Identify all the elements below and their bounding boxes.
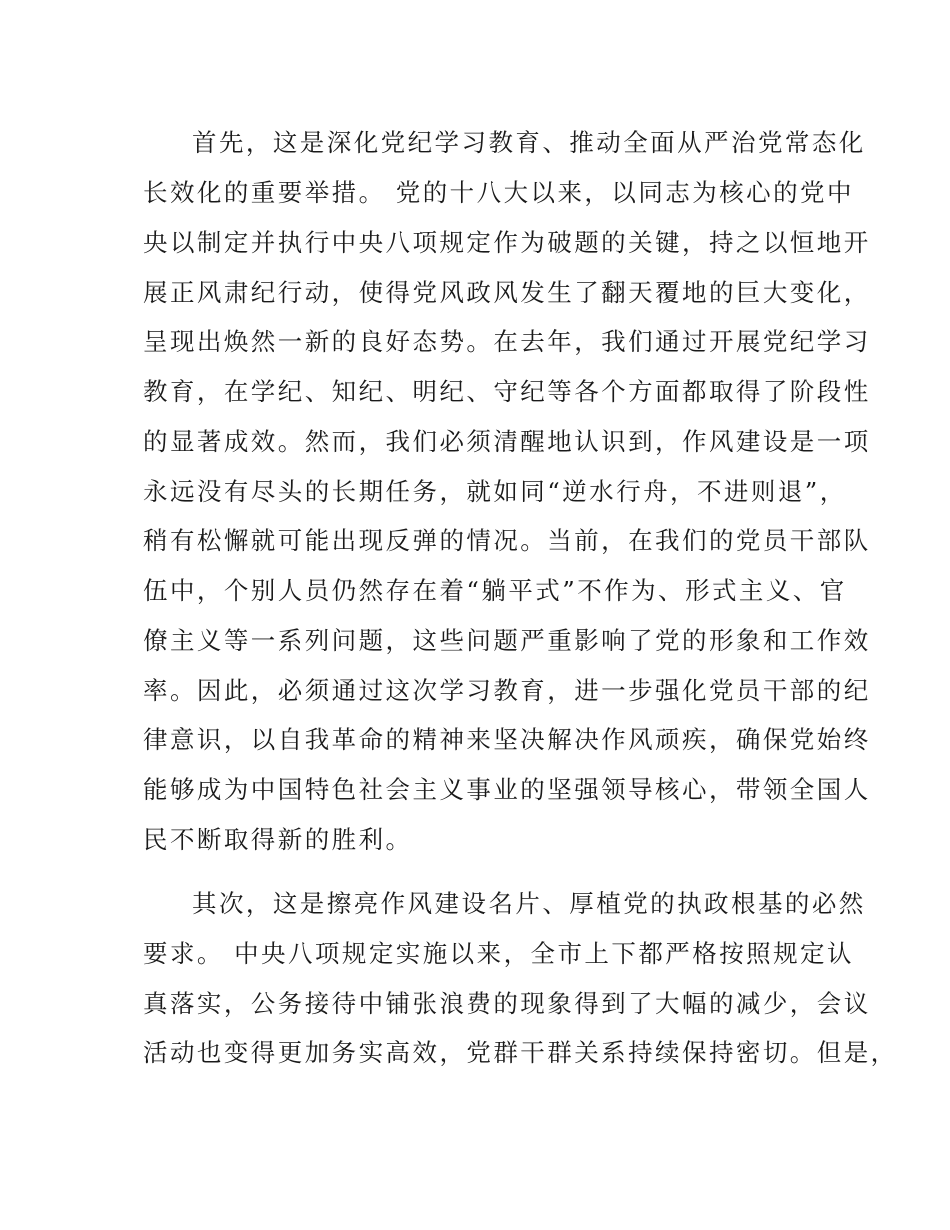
paragraph-1-line-2: 长效化的重要举措。 党的十八大以来，以同志为核心的党中 — [143, 178, 854, 207]
paragraph-2-line-1: 其次，这是擦亮作风建设名片、厚植党的执政根基的必然 — [192, 889, 866, 918]
paragraph-1-line-13: 律意识，以自我革命的精神来坚决解决作风顽疾，确保党始终 — [143, 725, 871, 754]
paragraph-1-line-7: 的显著成效。然而，我们必须清醒地认识到，作风建设是一项 — [143, 427, 871, 456]
paragraph-1-line-15: 民不断取得新的胜利。 — [143, 825, 413, 854]
paragraph-2-line-2: 要求。 中央八项规定实施以来，全市上下都严格按照规定认 — [143, 939, 854, 968]
paragraph-2-line-4: 活动也变得更加务实高效，党群干群关系持续保持密切。但是， — [143, 1038, 898, 1067]
paragraph-1-line-14: 能够成为中国特色社会主义事业的坚强领导核心，带领全国人 — [143, 775, 871, 804]
paragraph-1-line-9: 稍有松懈就可能出现反弹的情况。当前，在我们的党员干部队 — [143, 526, 871, 555]
paragraph-1-line-10: 伍中，个别人员仍然存在着“躺平式”不作为、形式主义、官 — [143, 576, 847, 605]
paragraph-1-line-5: 呈现出焕然一新的良好态势。在去年，我们通过开展党纪学习 — [143, 327, 871, 356]
paragraph-2-line-3: 真落实，公务接待中铺张浪费的现象得到了大幅的减少，会议 — [143, 989, 871, 1018]
paragraph-1-line-1: 首先，这是深化党纪学习教育、推动全面从严治党常态化 — [192, 128, 866, 157]
paragraph-1-line-3: 央以制定并执行中央八项规定作为破题的关键，持之以恒地开 — [143, 228, 871, 257]
paragraph-1-line-12: 率。因此，必须通过这次学习教育，进一步强化党员干部的纪 — [143, 676, 871, 705]
paragraph-1-line-8: 永远没有尽头的长期任务，就如同“逆水行舟，不进则退”， — [143, 477, 847, 506]
paragraph-1-line-6: 教育，在学纪、知纪、明纪、守纪等各个方面都取得了阶段性 — [143, 377, 871, 406]
paragraph-1-line-11: 僚主义等一系列问题，这些问题严重影响了党的形象和工作效 — [143, 626, 871, 655]
paragraph-1-line-4: 展正风肃纪行动，使得党风政风发生了翻天覆地的巨大变化， — [143, 278, 871, 307]
